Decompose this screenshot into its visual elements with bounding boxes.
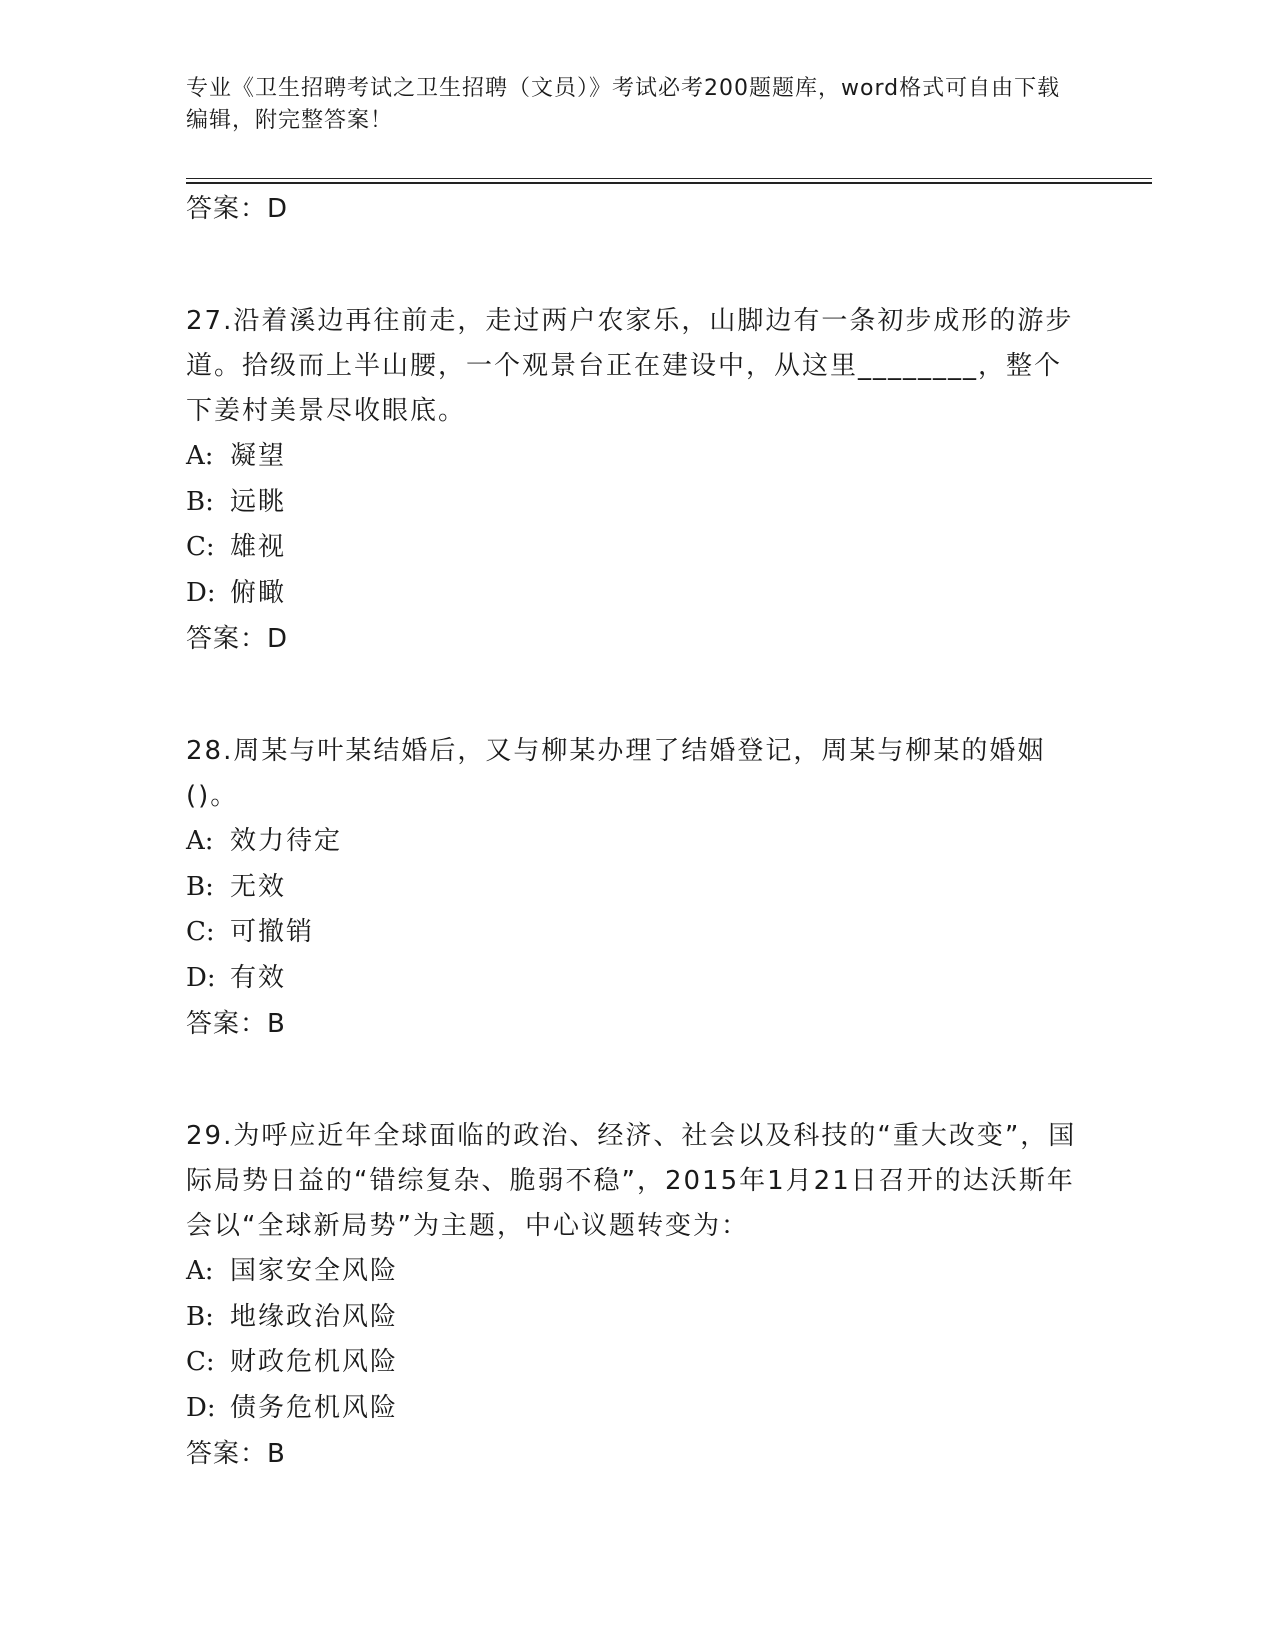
answer: 答案：D <box>186 624 289 654</box>
option-text: 凝望 <box>230 441 287 471</box>
option-key: B: <box>186 871 214 902</box>
option-key: D: <box>186 1392 216 1423</box>
option-a <box>186 434 1086 480</box>
question-list <box>186 186 1086 1477</box>
option-text: 俯瞰 <box>230 577 287 608</box>
option-d <box>186 571 1086 617</box>
option-text: 效力待定 <box>230 826 343 856</box>
option-key: C: <box>186 1347 215 1377</box>
question-28 <box>186 729 1086 1047</box>
option-a <box>186 1249 1086 1295</box>
option-text: 财政危机风险 <box>230 1347 399 1377</box>
option-key: A: <box>186 826 214 856</box>
document-header <box>186 73 1066 137</box>
header-rule-thin <box>186 178 1152 179</box>
option-key: B: <box>186 486 214 517</box>
option-b <box>186 865 1086 911</box>
question-text: 29.为呼应近年全球面临的政治、经济、社会以及科技的“重大改变”，国际局势日益的“错综复杂、脆弱不稳”，2015年1月21日召开的达沃斯年会以“全球新局势”为主题，中心议题转变为： <box>186 1121 1077 1241</box>
option-key: C: <box>186 917 215 947</box>
option-key: D: <box>186 962 216 993</box>
option-a <box>186 819 1086 865</box>
option-text: 债务危机风险 <box>230 1392 399 1423</box>
option-c <box>186 525 1086 571</box>
answer: 答案：B <box>186 1009 286 1039</box>
option-c <box>186 1340 1086 1386</box>
option-key: A: <box>186 441 214 471</box>
option-text: 远眺 <box>230 486 287 517</box>
option-c <box>186 910 1086 956</box>
option-text: 地缘政治风险 <box>230 1301 399 1332</box>
option-d <box>186 1386 1086 1432</box>
option-key: D: <box>186 577 216 608</box>
previous-answer: 答案：D <box>186 194 289 224</box>
option-key: B: <box>186 1301 214 1332</box>
option-text: 国家安全风险 <box>230 1256 399 1286</box>
option-text: 可撤销 <box>230 917 315 947</box>
option-text: 无效 <box>230 871 287 902</box>
option-b <box>186 1295 1086 1341</box>
option-key: C: <box>186 532 215 562</box>
option-key: A: <box>186 1256 214 1286</box>
header-title: 专业《卫生招聘考试之卫生招聘（文员）》考试必考200题题库，word格式可自由下载编辑，附完整答案！ <box>186 76 1061 133</box>
option-b <box>186 480 1086 526</box>
spacer <box>186 662 1086 729</box>
question-29 <box>186 1114 1086 1477</box>
spacer <box>186 1047 1086 1114</box>
question-27 <box>186 299 1086 662</box>
header-rule-thick <box>186 182 1152 184</box>
option-d <box>186 956 1086 1002</box>
answer: 答案：B <box>186 1439 286 1469</box>
option-text: 雄视 <box>230 532 287 562</box>
question-text: 28.周某与叶某结婚后，又与柳某办理了结婚登记，周某与柳某的婚姻()。 <box>186 736 1046 811</box>
spacer <box>186 232 1086 299</box>
question-text: 27.沿着溪边再往前走，走过两户农家乐，山脚边有一条初步成形的游步道。拾级而上半山腰，一个观景台正在建设中，从这里________，整个下姜村美景尽收眼底。 <box>186 306 1074 426</box>
option-text: 有效 <box>230 962 287 993</box>
